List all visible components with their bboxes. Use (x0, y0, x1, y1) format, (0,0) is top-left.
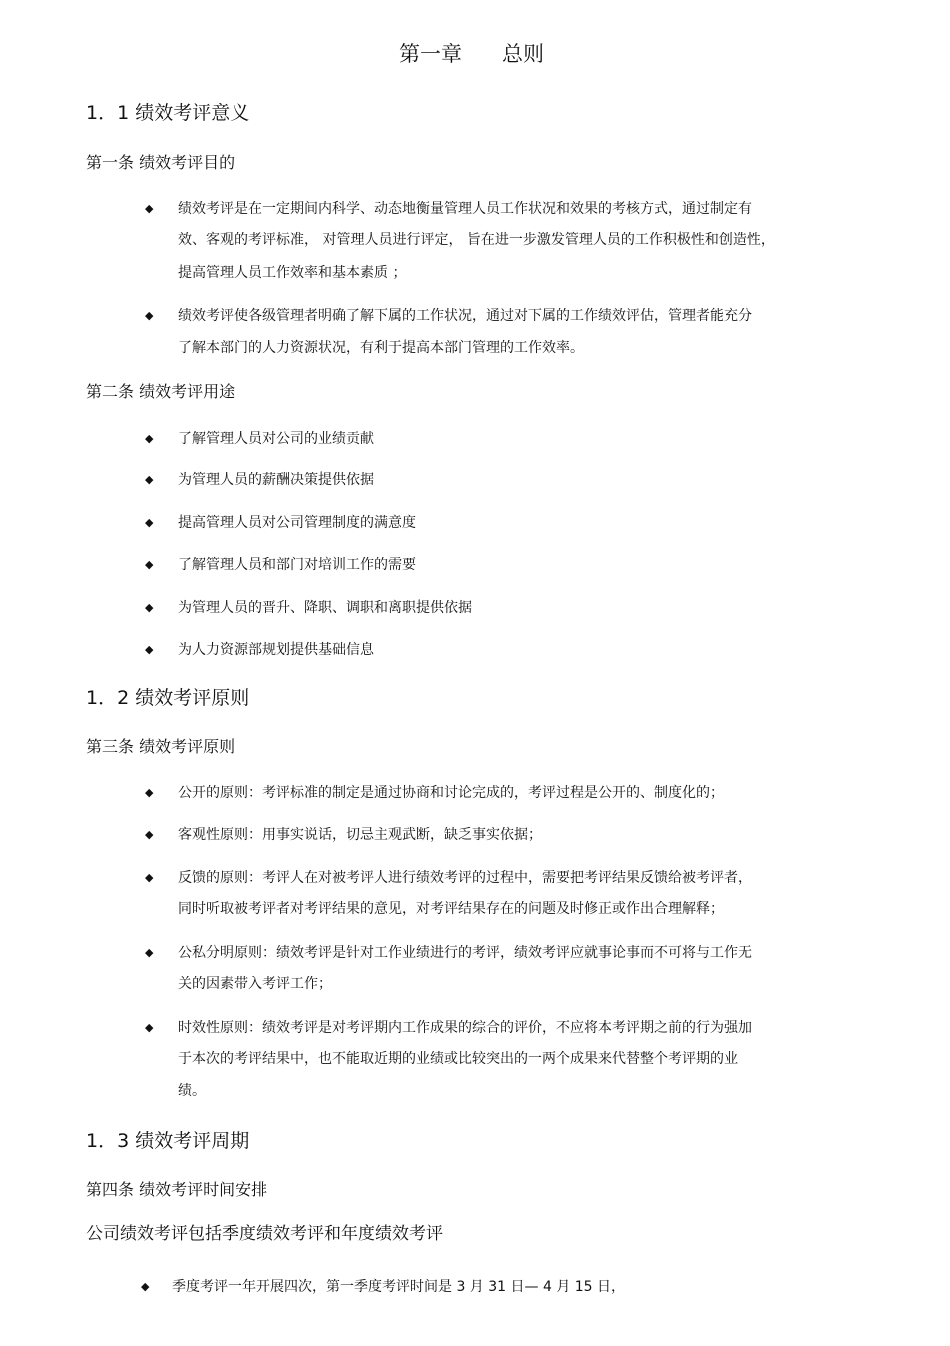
bullet-icon: ◆ (145, 871, 154, 884)
section-heading-1-1: 1．1 绩效考评意义 (86, 102, 250, 124)
article-1-title: 第一条 绩效考评目的 (86, 153, 236, 172)
chapter-title: 总则 (502, 42, 544, 66)
bullet-icon: ◆ (145, 516, 154, 529)
bullet-icon: ◆ (145, 643, 154, 656)
use-item: 为人力资源部规划提供基础信息 (178, 642, 374, 658)
use-item: 为管理人员的晋升、降职、调职和离职提供依据 (178, 600, 472, 616)
article-1-line: 绩效考评是在一定期间内科学、动态地衡量管理人员工作状况和效果的考核方式，通过制定有 (178, 201, 752, 217)
article-4-title: 第四条 绩效考评时间安排 (86, 1180, 268, 1199)
bullet-icon: ◆ (145, 1021, 154, 1034)
article-1-line: 了解本部门的人力资源状况，有利于提高本部门管理的工作效率。 (178, 340, 584, 356)
chapter-number: 第一章 (399, 42, 462, 66)
principle-line: 公开的原则：考评标准的制定是通过协商和讨论完成的，考评过程是公开的、制度化的； (178, 785, 724, 801)
article-1-line: 提高管理人员工作效率和基本素质 ； (178, 265, 407, 281)
bullet-icon: ◆ (145, 946, 154, 959)
bullet-icon: ◆ (145, 473, 154, 486)
principle-line: 同时听取被考评者对考评结果的意见，对考评结果存在的问题及时修正或作出合理解释； (178, 901, 724, 917)
use-item: 了解管理人员对公司的业绩贡献 (178, 431, 374, 447)
schedule-line: 季度考评一年开展四次，第一季度考评时间是 3 月 31 日— 4 月 15 日， (172, 1279, 626, 1295)
bullet-icon: ◆ (145, 601, 154, 614)
principle-line: 反馈的原则：考评人在对被考评人进行绩效考评的过程中，需要把考评结果反馈给被考评者， (178, 870, 752, 886)
use-item: 为管理人员的薪酬决策提供依据 (178, 472, 374, 488)
bullet-icon: ◆ (145, 309, 154, 322)
principle-line: 绩。 (178, 1083, 206, 1099)
principle-line: 时效性原则：绩效考评是对考评期内工作成果的综合的评价，不应将本考评期之前的行为强加 (178, 1020, 752, 1036)
principle-line: 公私分明原则：绩效考评是针对工作业绩进行的考评，绩效考评应就事论事而不可将与工作无 (178, 945, 752, 961)
bullet-icon: ◆ (145, 786, 154, 799)
bullet-icon: ◆ (145, 558, 154, 571)
bullet-icon: ◆ (145, 432, 154, 445)
section-heading-1-3: 1．3 绩效考评周期 (86, 1130, 250, 1152)
use-item: 提高管理人员对公司管理制度的满意度 (178, 515, 416, 531)
article-3-title: 第三条 绩效考评原则 (86, 737, 236, 756)
schedule-intro: 公司绩效考评包括季度绩效考评和年度绩效考评 (86, 1224, 443, 1244)
use-item: 了解管理人员和部门对培训工作的需要 (178, 557, 416, 573)
article-2-title: 第二条 绩效考评用途 (86, 382, 236, 401)
section-heading-1-2: 1．2 绩效考评原则 (86, 687, 250, 709)
principle-line: 关的因素带入考评工作； (178, 976, 332, 992)
principle-line: 客观性原则：用事实说话，切忌主观武断，缺乏事实依据； (178, 827, 542, 843)
bullet-icon: ◆ (145, 828, 154, 841)
bullet-icon: ◆ (145, 202, 154, 215)
article-1-line: 绩效考评使各级管理者明确了解下属的工作状况，通过对下属的工作绩效评估，管理者能充分 (178, 308, 752, 324)
bullet-icon: ◆ (141, 1280, 150, 1293)
principle-line: 于本次的考评结果中，也不能取近期的业绩或比较突出的一两个成果来代替整个考评期的业 (178, 1051, 738, 1067)
article-1-line: 效、客观的考评标准， 对管理人员进行评定， 旨在进一步激发管理人员的工作积极性和创造性， (178, 232, 775, 248)
